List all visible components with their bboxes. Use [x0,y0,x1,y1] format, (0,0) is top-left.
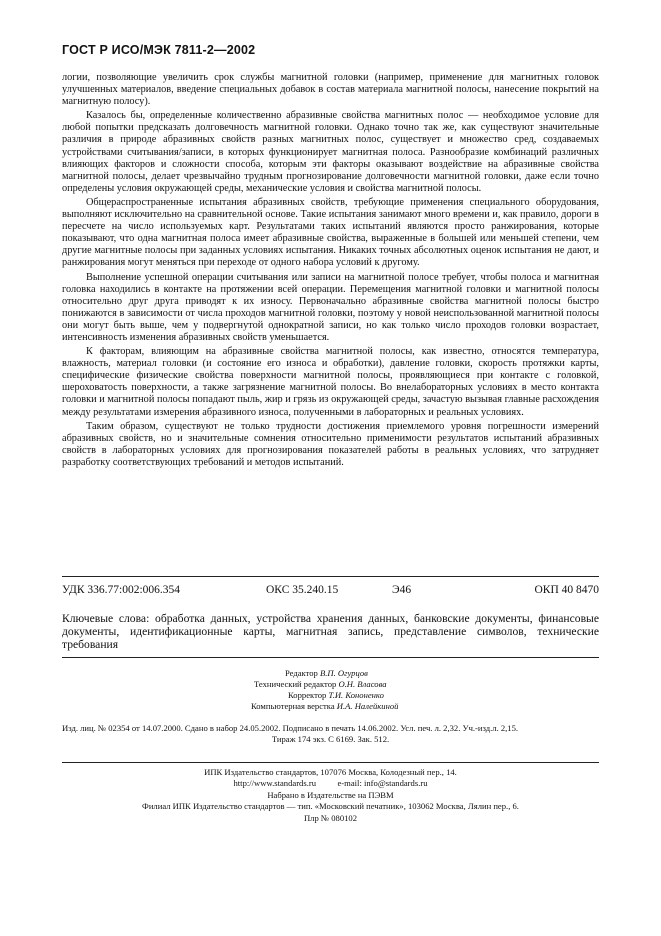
credit-layout-name: И.А. Налейкиной [336,701,399,711]
okp-code: ОКП 40 8470 [534,584,599,596]
credit-tech-editor-name: О.Н. Власова [338,679,387,689]
keywords: Ключевые слова: обработка данных, устройства хранения данных, банковские документы, финансовые документы, идентификационные карты, магнитная запись, представление символов, технические требования [62,612,599,652]
imprint-line: Тираж 174 экз. С 6169. Зак. 512. [271,734,390,744]
bottom-divider [62,657,599,658]
credit-editor-name: В.П. Огурцов [320,668,368,678]
oks-code: ОКС 35.240.15 [266,584,339,596]
page-header-standard-id: ГОСТ Р ИСО/МЭК 7811-2—2002 [62,43,256,57]
publisher-line: Плр № 080102 [303,812,358,823]
imprint-block [62,723,599,745]
body-text [62,72,599,471]
publisher-line: ИПК Издательство стандартов, 107076 Москва, Колодезный пер., 14. [204,767,457,777]
paragraph: Выполнение успешной операции считывания или записи на магнитной полосе требует, чтобы полоса и магнитная головка находились в контакте на протяжении всей операции. Перемещения магнитной головки и магнитной полосы относительно друг друга приводят к их износу. Первоначально абразивные свойства магнитной полосы быстро понижаются в зависимости от числа проходов магнитной головки, поэтому у новой неиспользованной магнитной полосы они могут быть выше, чем у подвергнутой однократной записи, но как только число проходов головки возрастает, интенсивность изменения абразивных свойств уменьшается. [62,271,599,343]
credit-proofreader: Корректор Т.И. Кононенко [288,690,384,700]
paragraph: Общераспространенные испытания абразивных свойств, требующие применения специального оборудования, выполняют исключительно на сравнительной основе. Такие испытания занимают много времени и, как правило, дороги в пересчете на число используемых карт. Результатами таких испытаний являются просто ранжирования, которые показывают, что одна магнитная полоса имеет абразивные свойства, выраженные в большей или меньшей степени, чем другие магнитные полосы при заданных условиях испытания. Никаких точных абсолютных оценок испытания не дают, и ранжирования могут меняться при переходе от одного набора условий к другому. [62,196,599,269]
imprint-divider [62,762,599,763]
publisher-line: Набрано в Издательстве на ПЭВМ [267,789,394,800]
paragraph: логии, позволяющие увеличить срок службы магнитной головки (например, применение для магнитных головок улучшенных материалов, введение специальных добавок в состав материала магнитной полосы, нанесение покрытий на магнитную полосу). [62,72,599,108]
publisher-web-line: http://www.standards.ru e-mail: info@standards.ru [233,778,428,789]
publisher-block [0,767,661,824]
credit-proofreader-name: Т.И. Кононенко [328,690,384,700]
publisher-line: Филиал ИПК Издательство стандартов — тип. «Московский печатник», 103062 Москва, Лялин пер., 6. [142,801,519,812]
imprint-line: Изд. лиц. № 02354 от 14.07.2000. Сдано в набор 24.05.2002. Подписано в печать 14.06.2002. Усл. печ. л. 2,32. Уч.-изд.л. 2,15. [62,723,519,733]
udk-code: УДК 336.77:002:006.354 [62,584,181,596]
group-code: Э46 [392,584,412,596]
credit-layout: Компьютерная верстка И.А. Налейкиной [251,701,399,711]
paragraph: К факторам, влияющим на абразивные свойства магнитной полосы, как известно, относятся температура, влажность, материал головки (и состояние его износа и обработки), давление головки, скорость протяжки карты, специфические физические свойства поверхности магнитной полосы, проявляющиеся при контакте с головкой, шероховатость поверхности, а также загрязнение магнитной полосы. Во внелабораторных условиях в место контакта головки и магнитной полосы попадают пыль, жир и грязь из окружающей среды, зачастую вызывая главные расхождения между результатами измерения абразивного износа, полученными в лабораторных и реальных условиях. [62,346,599,418]
paragraph: Таким образом, существуют не только трудности достижения приемлемого уровня погрешности измерений абразивных свойств, но и значительные сомнения относительно применимости результатов испытаний абразивных свойств в лабораторных условиях для прогнозирования показателей работы в реальных условиях, что затрудняет разработку соответствующих требований и методов испытаний. [62,420,599,468]
top-divider [62,576,599,577]
paragraph: Казалось бы, определенные количественно абразивные свойства магнитных полос — необходимое условие для любой попытки предсказать долговечность магнитной головки. Однако точно так же, как существуют значительные различия в природе абразивных свойств разных магнитных полос, существует и множество сред, создаваемых устройствами считывания/записи, в которых функционирует магнитная полоса. Разнообразие комбинаций различных влияющих факторов и сложности способа, которым эти факторы оказывают воздействие на абразивные свойства магнитной полосы, делает чрезвычайно трудным прогнозирование долговечности магнитной головки, даже если точно определены условия окружающей среды, механические условия и свойства магнитной полосы. [62,110,599,194]
credit-tech-editor: Технический редактор О.Н. Власова [254,679,387,689]
credit-editor: Редактор В.П. Огурцов [285,668,368,678]
